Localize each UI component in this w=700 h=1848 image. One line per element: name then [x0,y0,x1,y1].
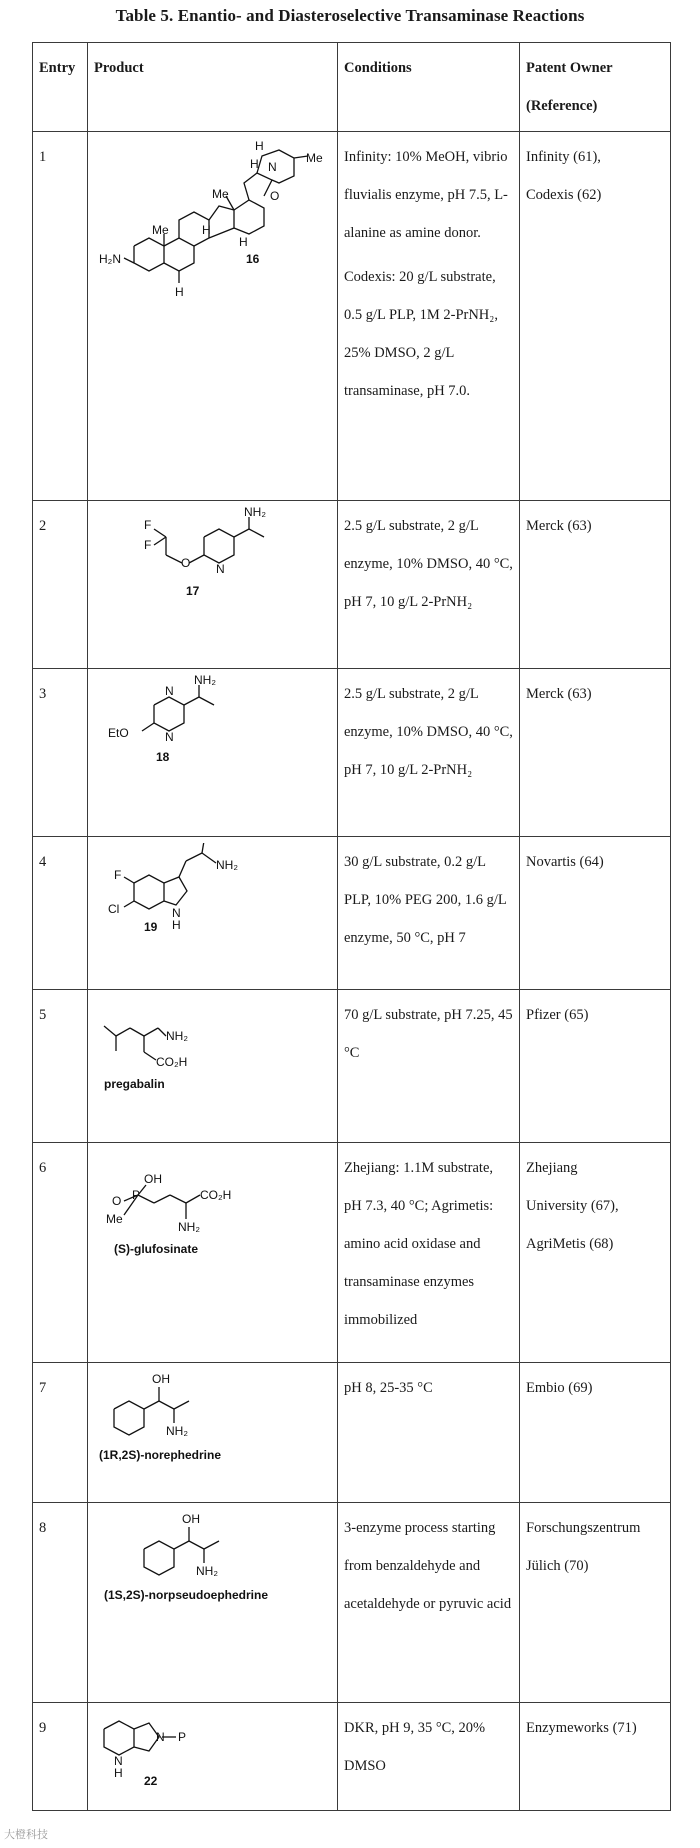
atom-H-3: H [175,285,184,298]
product-cell [88,501,338,669]
atom-N: N [268,160,277,174]
compound-label: 17 [186,584,200,598]
conditions-cell [338,837,520,990]
product-cell [88,1143,338,1363]
entry-cell: 7 [33,1363,88,1503]
atom-N-2: N [165,730,174,744]
conditions-text: 30 g/L substrate, 0.2 g/L PLP, 10% PEG 200, 1.6 g/L enzyme, 50 °C, pH 7 [344,854,507,946]
product-cell [88,837,338,990]
conditions-text: 2.5 g/L substrate, 2 g/L enzyme, 10% DMSO, 40 °C, pH 7, 10 g/L 2-PrNH₂ [344,686,513,778]
header-owner [520,43,671,132]
owner-line: Merck (63) [526,518,592,534]
atom-Cl: Cl [108,902,120,916]
atom-NH2: NH₂ [178,1220,200,1234]
conditions-text: pH 8, 25-35 °C [344,1380,433,1396]
compound-label: (1S,2S)-norpseudoephedrine [104,1588,269,1602]
compound-label: 18 [156,750,170,764]
atom-OH: OH [152,1372,170,1386]
atom-Me-1: Me [306,151,323,165]
atom-EtO: EtO [108,726,129,740]
owner-cell [520,1143,671,1363]
atom-F-1: F [144,518,152,532]
entry-cell: 2 [33,501,88,669]
header-owner-line2: (Reference) [526,98,598,114]
atom-CO2H: CO₂H [156,1055,188,1069]
compound-label: (1R,2S)-norephedrine [99,1448,222,1462]
header-owner-line1: Patent Owner [526,60,613,76]
atom-NH2: NH₂ [216,858,238,872]
conditions-cell [338,1503,520,1703]
atom-N: N [156,1730,165,1744]
header-product: Product [88,43,338,132]
table-row [33,1503,671,1703]
table-row [33,1143,671,1363]
owner-cell [520,990,671,1143]
atom-H-N: H [250,157,259,171]
atom-Me-2: Me [212,187,229,201]
conditions-text: 3-enzyme process starting from benzaldehyde and acetaldehyde or pyruvic acid [344,1520,512,1612]
owner-line: Codexis (62) [526,187,602,203]
atom-H: H [114,1766,123,1780]
entry-cell: 3 [33,669,88,837]
compound-label: (S)-glufosinate [114,1242,198,1256]
atom-F: F [114,868,122,882]
atom-H-top: H [255,139,264,153]
product-cell [88,990,338,1143]
atom-O: O [181,556,191,570]
product-cell [88,669,338,837]
atom-H-1: H [202,223,211,237]
owner-cell [520,132,671,501]
atom-N: N [216,562,225,576]
conditions-text: Codexis: 20 g/L substrate, 0.5 g/L PLP, 1M 2-PrNH₂, 25% DMSO, 2 g/L transaminase, pH 7.0. [344,269,498,399]
table-title: Table 5. Enantio- and Diasteroselective Transaminase Reactions [115,6,585,25]
entry-cell: 1 [33,132,88,501]
conditions-text: Infinity: 10% MeOH, vibrio fluvialis enzyme, pH 7.5, L-alanine as amine donor. [344,149,508,241]
atom-F-2: F [144,538,152,552]
structure-norephedrine [94,1369,330,1469]
owner-cell [520,501,671,669]
owner-line: Infinity (61), [526,149,601,165]
owner-cell [520,1503,671,1703]
atom-CO2H: CO₂H [200,1188,232,1202]
owner-line: Novartis (64) [526,854,604,870]
atom-N-1: N [165,684,174,698]
owner-line: Enzymeworks (71) [526,1720,637,1736]
owner-cell [520,1703,671,1811]
atom-H-2: H [239,235,248,249]
structure-19 [94,843,330,943]
owner-line: Forschungszentrum [526,1520,641,1536]
structure-16 [94,138,330,298]
atom-H2N: H₂N [99,252,121,266]
atom-NH2: NH₂ [166,1424,188,1438]
conditions-cell [338,1143,520,1363]
owner-line: Embio (69) [526,1380,593,1396]
atom-N: N [114,1754,123,1768]
conditions-cell [338,501,520,669]
table-row [33,1363,671,1503]
conditions-text: 70 g/L substrate, pH 7.25, 45 °C [344,1007,513,1061]
table-row [33,669,671,837]
owner-line: Pfizer (65) [526,1007,589,1023]
structure-18 [94,675,330,775]
atom-OH: OH [144,1172,162,1186]
compound-label: 19 [144,920,158,934]
watermark: 大橙科技 [4,1828,48,1841]
structure-pregabalin [94,996,330,1106]
header-row [33,43,671,132]
product-cell [88,1703,338,1811]
entry-cell: 5 [33,990,88,1143]
header-conditions: Conditions [338,43,520,132]
table-row [33,132,671,501]
conditions-cell [338,1703,520,1811]
compound-label: pregabalin [104,1077,165,1091]
entry-cell: 8 [33,1503,88,1703]
conditions-cell [338,1363,520,1503]
atom-NH2: NH₂ [196,1564,218,1578]
entry-cell: 6 [33,1143,88,1363]
structure-22 [94,1709,330,1789]
atom-O: O [112,1194,122,1208]
product-cell [88,1363,338,1503]
conditions-cell [338,132,520,501]
atom-Me: Me [106,1212,123,1226]
owner-line: University (67), [526,1198,619,1214]
compound-label: 22 [144,1774,158,1788]
atom-H: H [172,918,181,932]
entry-cell: 9 [33,1703,88,1811]
entry-cell: 4 [33,837,88,990]
table-row [33,1703,671,1811]
conditions-text: Zhejiang: 1.1M substrate, pH 7.3, 40 °C; Agrimetis: amino acid oxidase and transaminase enzymes immobilized [344,1160,494,1328]
product-cell [88,1503,338,1703]
structure-glufosinate [94,1149,330,1279]
table-row [33,501,671,669]
structure-17 [94,507,330,607]
structure-norpseudoephedrine [94,1509,330,1609]
transaminase-table [32,42,671,1811]
atom-N: N [172,906,181,920]
conditions-cell [338,990,520,1143]
atom-P: P [132,1188,141,1202]
owner-line: AgriMetis (68) [526,1236,614,1252]
product-cell [88,132,338,501]
table-row [33,990,671,1143]
owner-cell [520,1363,671,1503]
owner-line: Jülich (70) [526,1558,589,1574]
atom-O: O [270,189,280,203]
conditions-text: DKR, pH 9, 35 °C, 20% DMSO [344,1720,486,1774]
atom-Me-3: Me [152,223,169,237]
atom-NH2: NH₂ [194,675,216,687]
atom-NH2: NH₂ [244,507,266,519]
table-row [33,837,671,990]
owner-cell [520,669,671,837]
header-entry: Entry [33,43,88,132]
conditions-text: 2.5 g/L substrate, 2 g/L enzyme, 10% DMSO, 40 °C, pH 7, 10 g/L 2-PrNH₂ [344,518,513,610]
atom-P: P [178,1730,187,1744]
compound-label: 16 [246,252,260,266]
owner-line: Merck (63) [526,686,592,702]
atom-NH2: NH₂ [166,1029,188,1043]
atom-OH: OH [182,1512,200,1526]
owner-cell [520,837,671,990]
conditions-cell [338,669,520,837]
owner-line: Zhejiang [526,1160,578,1176]
